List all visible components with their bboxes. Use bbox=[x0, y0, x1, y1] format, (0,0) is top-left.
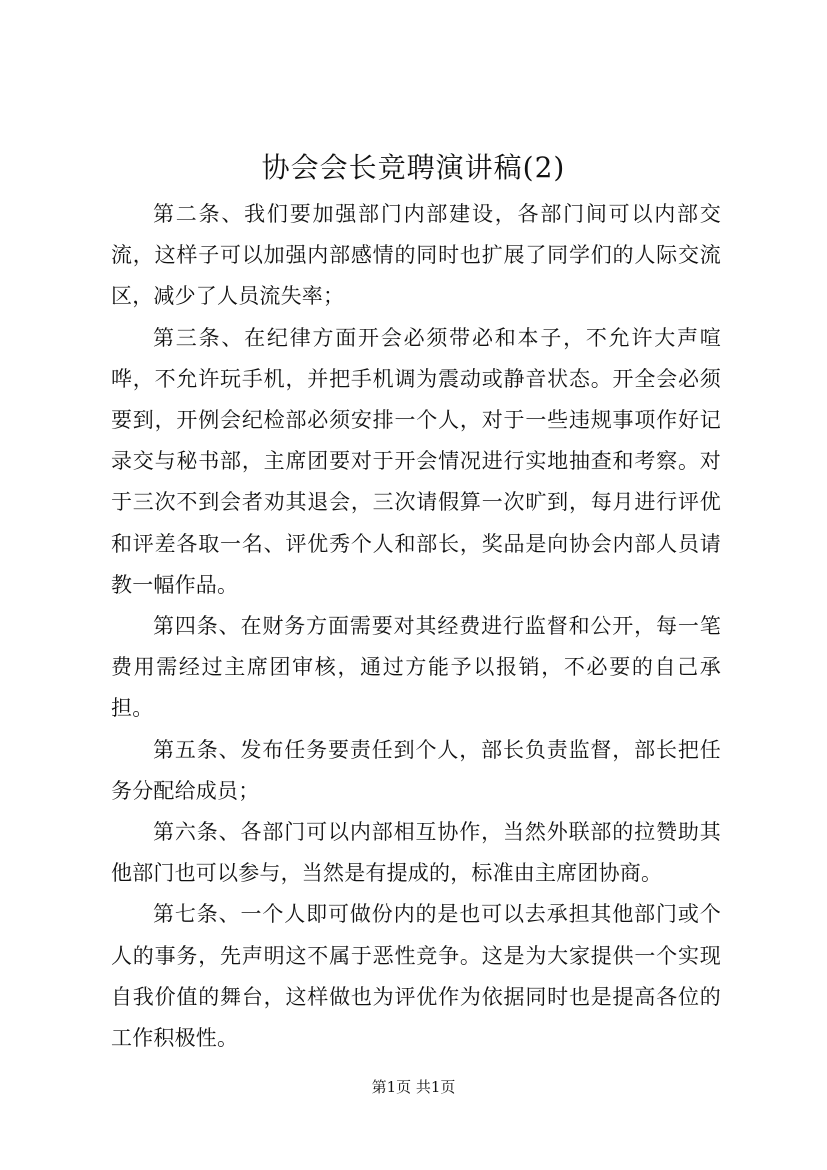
paragraph-article-3: 第三条、在纪律方面开会必须带必和本子，不允许大声喧哗，不允许玩手机，并把手机调为震动或静音状态。开全会必须要到，开例会纪检部必须安排一个人，对于一些违规事项作好记录交与秘书部，主席团要对于开会情况进行实地抽查和考察。对于三次不到会者劝其退会，三次请假算一次旷到，每月进行评优和评差各取一名、评优秀个人和部长，奖品是向协会内部人员请教一幅作品。 bbox=[111, 325, 721, 597]
page-footer: 第1页 共1页 bbox=[371, 1078, 456, 1096]
paragraph-article-4: 第四条、在财务方面需要对其经费进行监督和公开，每一笔费用需经过主席团审核，通过方能予以报销，不必要的自己承担。 bbox=[111, 614, 721, 721]
paragraph-article-7: 第七条、一个人即可做份内的是也可以去承担其他部门或个人的事务，先声明这不属于恶性竞争。这是为大家提供一个实现自我价值的舞台，这样做也为评优作为依据同时也是提高各位的工作积极性。 bbox=[111, 902, 721, 1051]
page-title: 协会会长竞聘演讲稿(2) bbox=[261, 151, 566, 184]
paragraph-article-2: 第二条、我们要加强部门内部建设，各部门间可以内部交流，这样子可以加强内部感情的同时也扩展了同学们的人际交流区，减少了人员流失率； bbox=[111, 202, 721, 309]
paragraph-article-6: 第六条、各部门可以内部相互协作，当然外联部的拉赞助其他部门也可以参与，当然是有提成的，标准由主席团协商。 bbox=[111, 820, 721, 886]
paragraph-article-5: 第五条、发布任务要责任到个人，部长负责监督，部长把任务分配给成员； bbox=[111, 737, 721, 803]
document-body bbox=[111, 194, 721, 1059]
